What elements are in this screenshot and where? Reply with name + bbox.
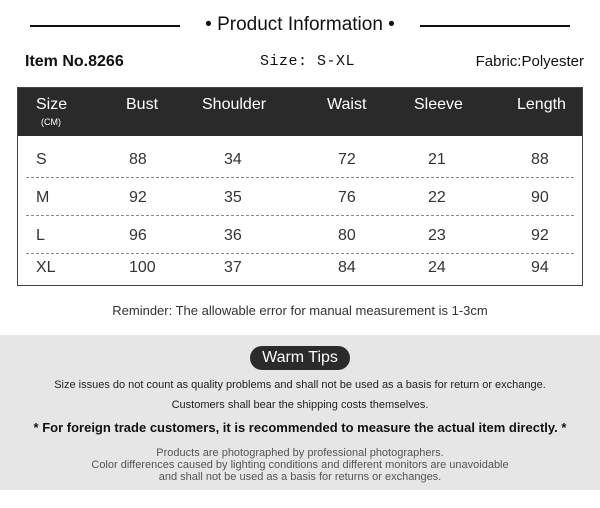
cell-sleeve: 21 (428, 151, 446, 168)
header-unit: (CM) (41, 117, 61, 127)
tip-color-line: Color differences caused by lighting conditions and different monitors are unavoidable (91, 459, 509, 471)
header-sleeve: Sleeve (414, 96, 463, 113)
page-title: • Product Information • (205, 14, 395, 35)
cell-length: 94 (531, 259, 549, 276)
title-row (0, 12, 600, 40)
table-row (18, 140, 582, 178)
table-row (18, 248, 582, 286)
tip-foreign-trade: * For foreign trade customers, it is recommended to measure the actual item directly. * (33, 420, 567, 435)
cell-bust: 88 (129, 151, 147, 168)
cell-size: S (36, 151, 47, 168)
header-length: Length (517, 96, 566, 113)
cell-bust: 92 (129, 189, 147, 206)
tip-shipping-costs: Customers shall bear the shipping costs themselves. (171, 399, 429, 411)
header-waist: Waist (327, 96, 367, 113)
tip-photo-line: Products are photographed by professional photographers. (156, 447, 444, 459)
tip-size-issues: Size issues do not count as quality problems and shall not be used as a basis for return or exchange. (54, 379, 546, 391)
table-row (18, 178, 582, 216)
fabric-info: Fabric:Polyester (475, 53, 584, 70)
measurement-reminder: Reminder: The allowable error for manual measurement is 1-3cm (112, 303, 488, 318)
cell-length: 90 (531, 189, 549, 206)
cell-waist: 76 (338, 189, 356, 206)
cell-bust: 96 (129, 227, 147, 244)
item-number: Item No.8266 (25, 53, 124, 70)
warm-tips-panel (0, 335, 600, 490)
cell-length: 92 (531, 227, 549, 244)
cell-shoulder: 37 (224, 259, 242, 276)
cell-sleeve: 24 (428, 259, 446, 276)
title-divider-right (420, 25, 570, 27)
warm-tips-badge: Warm Tips (250, 346, 350, 370)
cell-size: L (36, 227, 45, 244)
header-size: Size (36, 96, 68, 113)
tip-return-line: and shall not be used as a basis for returns or exchanges. (158, 471, 442, 483)
cell-waist: 72 (338, 151, 356, 168)
table-header (18, 88, 582, 136)
cell-length: 88 (531, 151, 549, 168)
cell-size: M (36, 189, 50, 206)
size-range: Size: S-XL (260, 53, 356, 70)
cell-size: XL (36, 259, 56, 276)
size-table (17, 87, 583, 286)
tip-color-difference (0, 447, 600, 483)
header-shoulder: Shoulder (202, 96, 267, 113)
cell-shoulder: 34 (224, 151, 242, 168)
cell-waist: 84 (338, 259, 356, 276)
header-bust: Bust (126, 96, 159, 113)
cell-sleeve: 22 (428, 189, 446, 206)
cell-shoulder: 35 (224, 189, 242, 206)
cell-waist: 80 (338, 227, 356, 244)
cell-bust: 100 (129, 259, 156, 276)
cell-shoulder: 36 (224, 227, 242, 244)
cell-sleeve: 23 (428, 227, 446, 244)
